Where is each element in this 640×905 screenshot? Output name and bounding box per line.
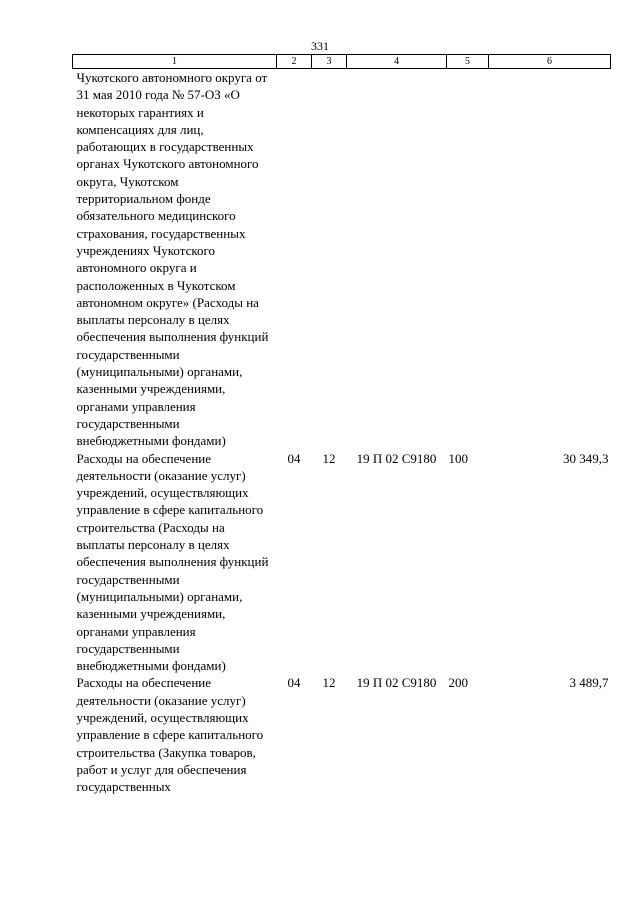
row-section: 04 [287,450,301,466]
row-subsection: 12 [322,675,336,691]
row-amount: 3 489,7 [569,675,609,691]
column-header-3: 3 [312,55,347,69]
column-header-6: 6 [489,55,611,69]
row-section: 04 [287,675,301,691]
column-header-5: 5 [447,55,489,69]
row-section [277,69,312,450]
row-amount: 30 349,3 [563,450,609,466]
column-header-1: 1 [73,55,277,69]
row-name: Чукотского автономного округа от 31 мая 2010 года № 57-ОЗ «О некоторых гарантиях и компенсациях для лиц, работающих в государственных органах Чукотского автономного округа, Чукотском территориальном фонде обязательного медицинского страхования, государственных учреждениях Чукотского автономного округа и расположенных в Чукотском автономном округе» (Расходы на выплаты персоналу в целях обеспечения выполнения функций государственными (муниципальными) органами, казенными учреждениями, органами управления государственными внебюджетными фондами) [76,70,269,449]
budget-table [72,54,611,795]
row-target-article: 19 П 02 С9180 [356,675,437,691]
column-header-2: 2 [277,55,312,69]
table-row [73,69,611,450]
row-target-article: 19 П 02 С9180 [356,450,437,466]
row-target-article [347,69,447,450]
row-expense-type [447,69,489,450]
table-row [73,674,611,795]
row-name: Расходы на обеспечение деятельности (оказание услуг) учреждений, осуществляющих управление в сфере капитального строительства (Расходы на выплаты персоналу в целях обеспечения выполнения функций государственными (муниципальными) органами, казенными учреждениями, органами управления государственными внебюджетными фондами) [76,450,269,674]
column-header-4: 4 [347,55,447,69]
row-subsection [312,69,347,450]
page-number: 331 [311,39,329,53]
column-number-row [73,55,611,69]
row-name: Расходы на обеспечение деятельности (оказание услуг) учреждений, осуществляющих управление в сфере капитального строительства (Закупка товаров, работ и услуг для обеспечения государственных [76,675,264,795]
row-expense-type: 200 [448,675,468,691]
row-subsection: 12 [322,450,336,466]
table-row [73,450,611,675]
row-expense-type: 100 [448,450,468,466]
row-amount [489,69,611,450]
